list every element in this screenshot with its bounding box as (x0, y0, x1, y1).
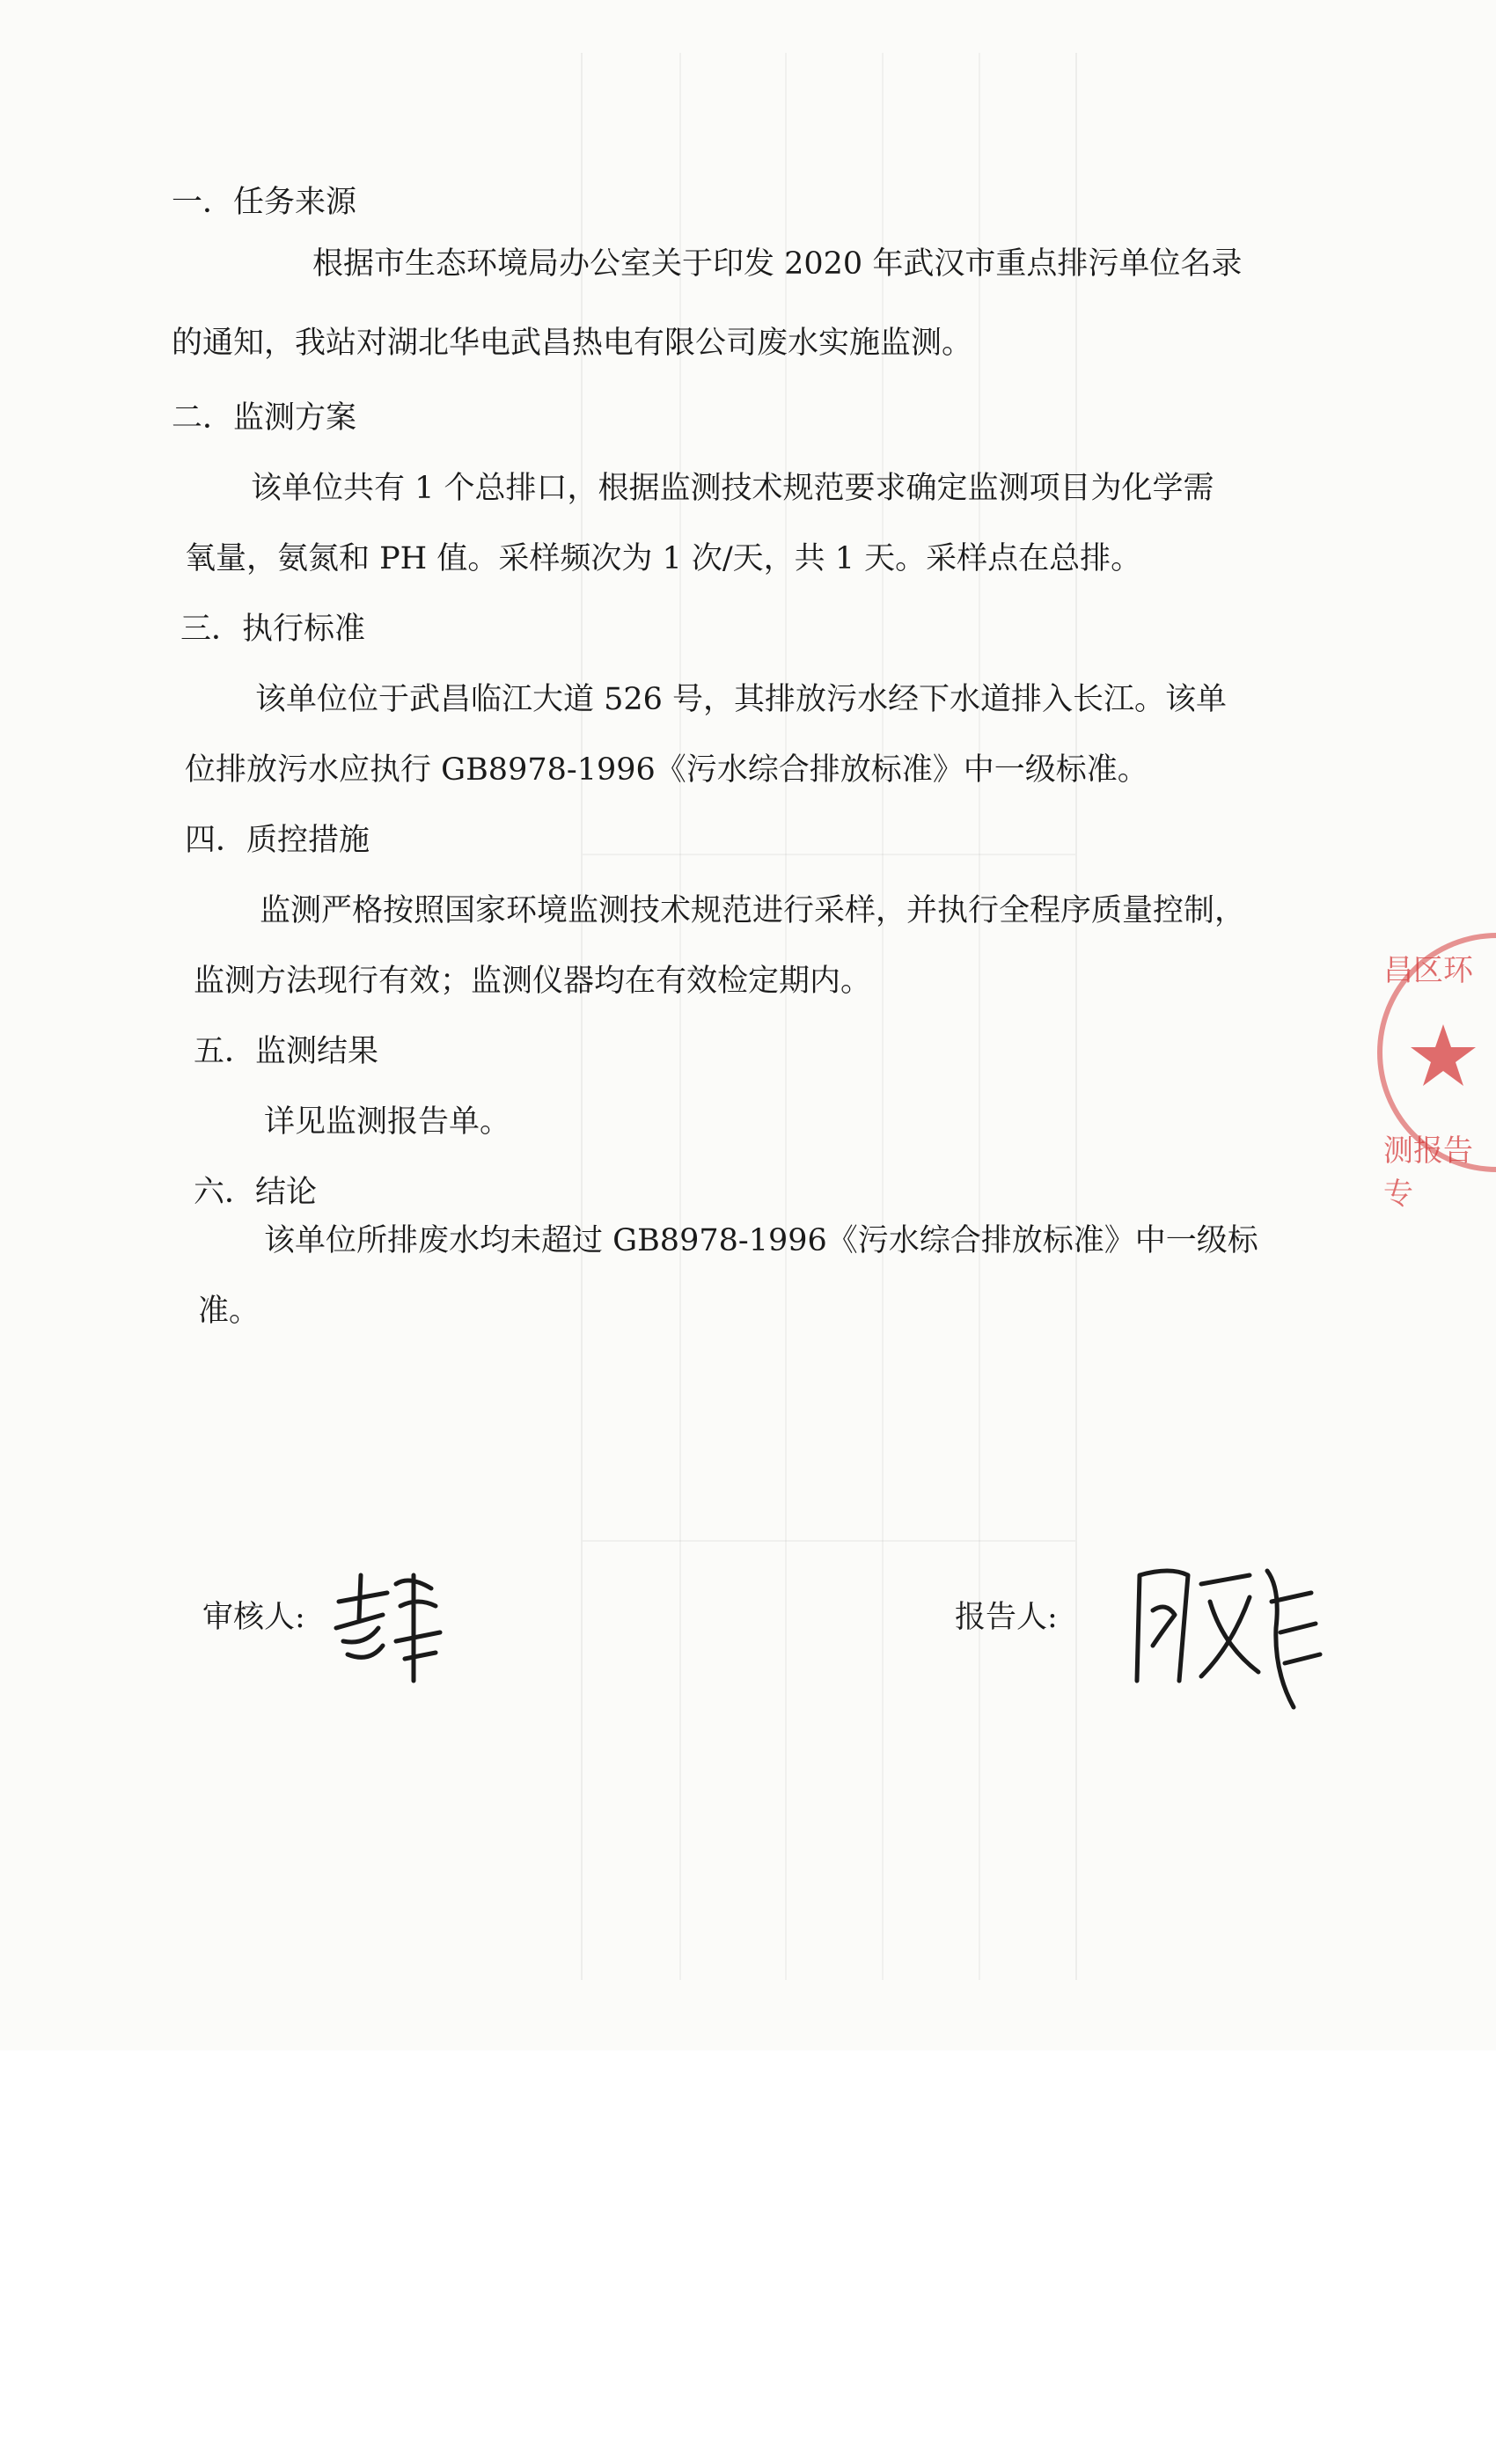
section-line: 监测方法现行有效；监测仪器均在有效检定期内。 (194, 964, 872, 999)
section-line: 氧量，氨氮和 PH 值。采样频次为 1 次/天，共 1 天。采样点在总排。 (185, 541, 1142, 576)
section-heading: 四．质控措施 (185, 823, 370, 858)
reporter-label: 报告人: (955, 1600, 1058, 1635)
section-line: 的通知，我站对湖北华电武昌热电有限公司废水实施监测。 (172, 326, 973, 361)
reporter-signature-icon (1126, 1549, 1329, 1725)
stamp-text-top: 昌区环 (1383, 953, 1473, 988)
stamp-text-bottom: 测报告专 (1383, 1133, 1473, 1212)
section-line: 准。 (198, 1294, 260, 1329)
section-heading: 五．监测结果 (194, 1034, 379, 1069)
section-line: 位排放污水应执行 GB8978-1996《污水综合排放标准》中一级标准。 (185, 752, 1148, 788)
reviewer-signature-icon (326, 1558, 449, 1690)
section-line: 该单位所排废水均未超过 GB8978-1996《污水综合排放标准》中一级标 (264, 1223, 1258, 1258)
section-line: 监测严格按照国家环境监测技术规范进行采样，并执行全程序质量控制， (260, 893, 1246, 928)
section-heading: 二．监测方案 (172, 400, 357, 436)
stamp-star-icon (1408, 1021, 1478, 1091)
section-line: 该单位共有 1 个总排口，根据监测技术规范要求确定监测项目为化学需 (251, 471, 1214, 506)
reviewer-label: 审核人: (202, 1600, 305, 1635)
section-heading: 三．执行标准 (180, 612, 366, 647)
section-line: 该单位位于武昌临江大道 526 号，其排放污水经下水道排入长江。该单 (255, 682, 1228, 717)
section-heading: 六．结论 (194, 1175, 318, 1210)
section-heading: 一．任务来源 (172, 185, 357, 220)
section-line: 根据市生态环境局办公室关于印发 2020 年武汉市重点排污单位名录 (312, 246, 1243, 282)
section-line: 详见监测报告单。 (264, 1104, 511, 1140)
